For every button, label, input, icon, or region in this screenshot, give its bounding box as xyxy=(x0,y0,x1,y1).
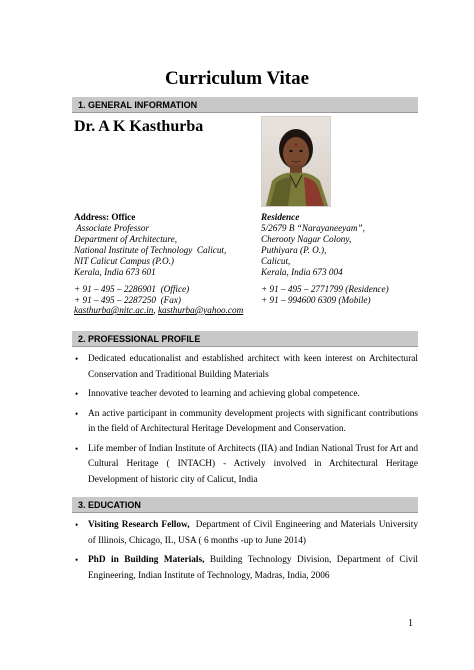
office-heading: Address: Office xyxy=(74,212,136,222)
email-link-primary[interactable]: kasthurba@nitc.ac.in xyxy=(74,305,154,315)
office-fax: + 91 – 495 – 2287250 (Fax) xyxy=(74,295,181,305)
profile-item-text: An active participant in community development projects with significant contributions in the field of Architectural Heritage Development and Conservation. xyxy=(88,408,418,434)
profile-item-text: Innovative teacher devoted to learning and achieving global competence. xyxy=(88,389,360,399)
list-item xyxy=(74,407,418,438)
list-item xyxy=(74,387,418,403)
bullet-icon: • xyxy=(75,408,79,419)
education-title: PhD in Building Materials, xyxy=(88,555,205,565)
email-link-secondary[interactable]: kasthurba@yahoo.com xyxy=(157,305,244,315)
email-line xyxy=(74,305,243,315)
office-line: Department of Architecture, xyxy=(74,234,177,244)
residence-phone: + 91 – 495 – 2771799 (Residence) xyxy=(261,284,389,294)
bullet-icon: • xyxy=(75,389,79,399)
profile-item-text: Dedicated educationalist and established architect with keen interest on Architectural Conservation and Traditional Building Materials xyxy=(88,354,418,380)
section-header-education: 3. EDUCATION xyxy=(72,497,418,513)
residence-line: 5/2679 B “Narayaneeyam”, xyxy=(261,223,365,233)
residence-heading: Residence xyxy=(261,212,300,222)
section-header-profile: 2. PROFESSIONAL PROFILE xyxy=(72,331,418,347)
residence-line: Calicut, xyxy=(261,256,291,266)
education-list xyxy=(74,518,421,584)
bullet-icon: • xyxy=(75,555,79,565)
person-name: Dr. A K Kasthurba xyxy=(74,118,204,135)
residence-address xyxy=(261,212,421,306)
office-line: Associate Professor xyxy=(74,223,150,233)
office-line: Kerala, India 673 601 xyxy=(74,267,156,277)
bullet-icon: • xyxy=(75,443,79,454)
office-address xyxy=(74,212,256,306)
office-line: NIT Calicut Campus (P.O.) xyxy=(74,256,174,266)
education-title: Visiting Research Fellow, xyxy=(88,520,190,530)
list-item xyxy=(74,352,418,383)
profile-list xyxy=(74,352,418,488)
list-item xyxy=(74,553,421,584)
list-item xyxy=(74,518,421,549)
education-detail: Building Technology Division, Department of Civil Engineering, Indian Institute of Technology, Madras, India, 2006 xyxy=(88,555,421,581)
list-item xyxy=(74,442,418,489)
residence-line: Puthiyara (P. O.), xyxy=(261,245,327,255)
education-detail: Department of Civil Engineering and Materials University of Illinois, Chicago, IL, USA ( 6 months -up to June 2014) xyxy=(88,520,421,546)
bullet-icon: • xyxy=(75,354,79,364)
office-line: National Institute of Technology Calicut, xyxy=(74,245,227,255)
residence-line: Kerala, India 673 004 xyxy=(261,267,343,277)
page-number: 1 xyxy=(408,618,413,629)
bullet-icon: • xyxy=(75,520,79,530)
portrait-photo xyxy=(261,116,331,207)
email-separator: , xyxy=(153,305,158,315)
section-header-general: 1. GENERAL INFORMATION xyxy=(72,97,418,113)
document-title: Curriculum Vitae xyxy=(164,68,310,89)
residence-line: Cherooty Nagar Colony, xyxy=(261,234,352,244)
profile-item-text: Life member of Indian Institute of Architects (IIA) and Indian National Trust for Art and Cultural Heritage ( INTACH) - Actively involved in Architectural Heritage Development of historic city of Calicut, India xyxy=(88,443,418,485)
portrait-image xyxy=(262,117,330,206)
office-phone: + 91 – 495 – 2286901 (Office) xyxy=(74,284,190,294)
mobile-phone: + 91 – 994600 6309 (Mobile) xyxy=(261,295,371,305)
